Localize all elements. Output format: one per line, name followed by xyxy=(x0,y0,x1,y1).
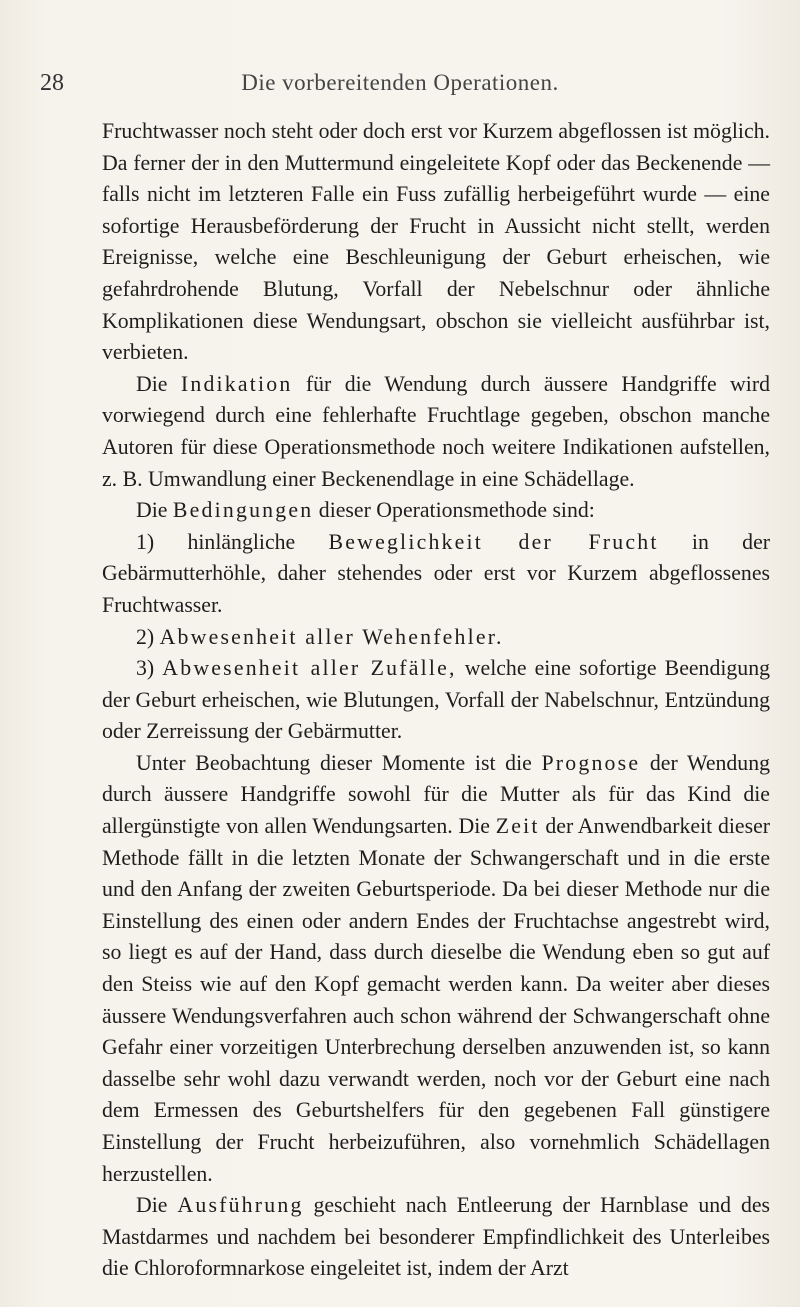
paragraph xyxy=(102,1190,770,1285)
text-run: 3) xyxy=(136,656,163,681)
paragraph xyxy=(102,748,770,1190)
spaced-term: Prognose xyxy=(541,750,641,775)
text-run: 1) hinlängliche xyxy=(136,529,329,554)
spaced-term: Zeit xyxy=(495,814,540,839)
text-run: geschieht nach Entleerung der Harnblase und des Mastdarmes und nachdem bei besonderer Empfindlichkeit des Unterleibes die Chloroformnarkose eingeleitet ist, indem der Arzt xyxy=(102,1193,771,1281)
body-text xyxy=(102,116,770,1285)
text-run: welche eine sofortige Beendigung der Geburt erheischen, wie Blutungen, Vorfall der Nabelschnur, Entzündung oder Zerreissung der Gebärmutter. xyxy=(102,656,771,744)
text-run: Die xyxy=(136,1193,178,1218)
spaced-term: Beweglichkeit der Frucht xyxy=(328,529,659,554)
spaced-term: Ausführung xyxy=(177,1193,304,1218)
paragraph xyxy=(102,622,770,654)
spaced-term: Bedingungen xyxy=(172,498,314,523)
spaced-term: Abwesenheit aller Wehenfehler. xyxy=(159,624,504,649)
text-run: in der Gebärmutterhöhle, daher stehendes oder erst vor Kurzem abgeflossenes Fruchtwasser. xyxy=(102,529,771,617)
text-run: Die xyxy=(136,371,181,396)
paragraph xyxy=(102,116,770,369)
text-run: der Anwendbarkeit dieser Methode fällt in die letzten Monate der Schwangerschaft und in die erste und den Anfang der zweiten Geburtsperiode. Da bei dieser Methode nur die Einstellung des einen oder andern Endes der Fruchtachse angestrebt wird, so liegt es auf der Hand, dass durch dieselbe die Wendung eben so gut auf den Steiss wie auf den Kopf gemacht werden kann. Da weiter aber dieses äussere Wendungsverfahren auch schon während der Schwangerschaft ohne Gefahr einer vorzeitigen Unterbrechung derselben anzuwenden ist, so kann dasselbe sehr wohl dazu verwandt werden, noch vor der Geburt eine nach dem Ermessen des Geburtshelfers für den gegebenen Fall günstigere Einstellung der Frucht herbeizuführen, also vornehmlich Schädellagen herzustellen. xyxy=(102,814,770,1186)
text-run: Die xyxy=(136,498,173,523)
text-run: 2) xyxy=(136,624,160,649)
text-run: der Wendung durch äussere Handgriffe sowohl für die Mutter als für das Kind die allergünstigte von allen Wendungsarten. Die xyxy=(102,750,770,839)
page-number: 28 xyxy=(40,70,64,96)
paragraph xyxy=(102,653,770,748)
running-head xyxy=(40,70,760,102)
text-run: für die Wendung durch äussere Handgriffe wird vorwiegend durch eine fehlerhafte Fruchtlage gegeben, obschon manche Autoren für diese Operationsmethode noch weitere Indikationen aufstellen, z. B. Umwandlung einer Beckenendlage in eine Schädellage. xyxy=(102,371,770,491)
spaced-term: Abwesenheit aller Zufälle, xyxy=(162,656,457,681)
text-run: dieser Operationsmethode sind: xyxy=(313,498,595,523)
paragraph xyxy=(102,369,770,495)
spaced-term: Indikation xyxy=(180,371,293,396)
paragraph xyxy=(102,495,770,527)
text-run: Fruchtwasser noch steht oder doch erst vor Kurzem abgeflossen ist möglich. Da ferner der in den Muttermund eingeleitete Kopf oder das Beckenende — falls nicht im letzteren Falle ein Fuss zufällig herbeigeführt wurde — eine sofortige Herausbeförderung der Frucht in Aussicht nicht stellt, werden Ereignisse, welche eine Beschleunigung der Geburt erheischen, wie gefahrdrohende Blutung, Vorfall der Nebelschnur oder ähnliche Komplikationen diese Wendungsart, obschon sie vielleicht ausführbar ist, verbieten. xyxy=(102,119,770,365)
running-title: Die vorbereitenden Operationen. xyxy=(241,70,559,95)
paragraph xyxy=(102,527,770,622)
text-run: Unter Beobachtung dieser Momente ist die xyxy=(136,750,542,775)
